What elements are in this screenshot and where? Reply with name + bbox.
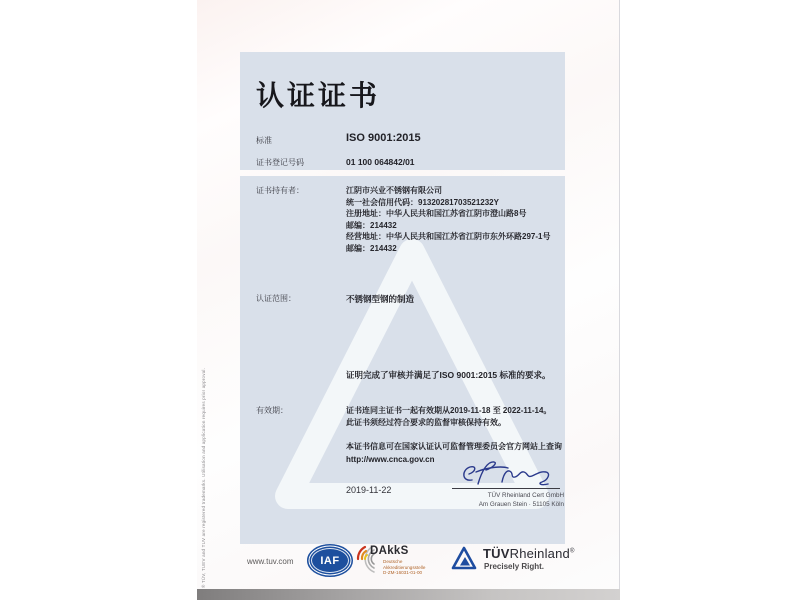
holder-info <box>346 185 561 255</box>
tuv-tagline: Precisely Right. <box>484 562 545 571</box>
registered-trademark-symbol: ® <box>569 548 575 555</box>
signer-organization: TÜV Rheinland Cert GmbH <box>487 492 564 499</box>
issue-date: 2019-11-22 <box>346 485 392 495</box>
validity-info <box>346 405 564 428</box>
holder-postcode-2: 邮编：214432 <box>346 243 397 253</box>
dakks-sub-line2: Akkreditierungsstelle <box>383 564 426 570</box>
holder-credit-code: 统一社会信用代码：91320281703521232Y <box>346 197 499 207</box>
dakks-sub-line1: Deutsche <box>383 559 403 564</box>
lookup-note: 本证书信息可在国家认证认可监督管理委员会官方网站上查询 <box>346 442 562 451</box>
dakks-sub-line3: D-ZM-16031-01-00 <box>383 570 423 576</box>
validity-period-line: 证书连同主证书一起有效期从2019-11-18 至 2022-11-14。 <box>346 406 552 415</box>
dakks-accreditation-text <box>383 559 425 576</box>
tuv-logo-bold-part: TÜV <box>483 546 510 561</box>
signature-block <box>452 458 564 509</box>
holder-registered-address: 注册地址：中华人民共和国江苏省江阴市澄山路8号 <box>346 209 527 219</box>
validity-condition-line: 此证书须经过符合要求的监督审核保持有效。 <box>346 417 506 427</box>
iaf-logo-icon <box>307 544 353 577</box>
trademark-side-note: ® TÜV, TUEV and TUV are registered trademarks. Utilisation and application requires prior approval. <box>201 367 206 588</box>
registration-number-label: 证书登记号码 <box>256 158 304 167</box>
dakks-logo <box>352 543 447 583</box>
title-panel <box>240 52 565 170</box>
holder-name: 江阴市兴业不锈钢有限公司 <box>346 186 442 195</box>
audit-statement: 证明完成了审核并满足了ISO 9001:2015 标准的要求。 <box>346 370 551 380</box>
standard-value: ISO 9001:2015 <box>346 132 421 144</box>
certificate-title: 认证证书 <box>256 80 381 111</box>
signer-address: Am Grauen Stein · 51105 Köln <box>478 500 564 508</box>
holder-label: 证书持有者： <box>256 186 304 195</box>
tuv-logo-regular-part: Rheinland <box>509 546 570 561</box>
handwritten-signature <box>458 458 558 492</box>
holder-postcode-1: 邮编：214432 <box>346 220 397 230</box>
dakks-logo-label: DAkkS <box>370 545 409 557</box>
iaf-logo-label: IAF <box>320 554 340 567</box>
certificate-page <box>197 0 620 600</box>
scope-value: 不锈钢型钢的制造 <box>346 294 415 304</box>
standard-label: 标准 <box>256 136 272 145</box>
tuv-website: www.tuv.com <box>247 557 294 566</box>
registration-number-value: 01 100 064842/01 <box>346 157 415 167</box>
scope-label: 认证范围： <box>256 294 296 303</box>
table-edge-strip <box>197 589 620 600</box>
holder-business-address: 经营地址：中华人民共和国江苏省江阴市东外环路297-1号 <box>346 232 551 242</box>
tuv-logo-wordmark <box>483 546 575 561</box>
validity-label: 有效期： <box>256 406 288 415</box>
signature-line <box>452 488 560 489</box>
iaf-logo-ring <box>311 548 349 573</box>
details-panel <box>240 176 565 544</box>
tuv-rheinland-logo <box>450 543 580 577</box>
tuv-triangle-icon <box>450 545 478 571</box>
cnca-url: http://www.cnca.gov.cn <box>346 455 435 464</box>
